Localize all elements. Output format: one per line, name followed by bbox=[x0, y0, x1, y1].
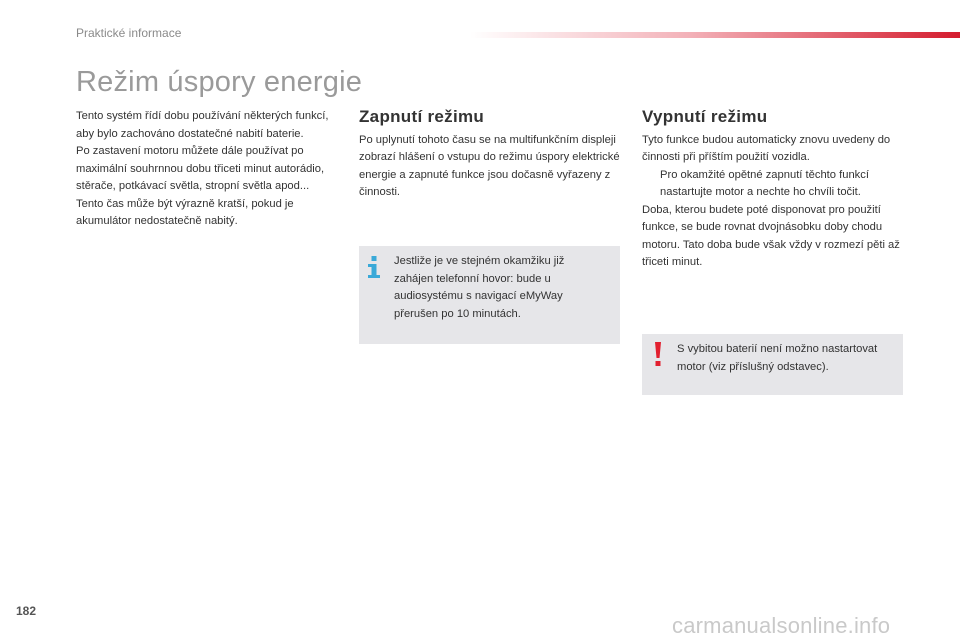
deactivation-paragraph-1: Tyto funkce budou automaticky znovu uvedeny do činnosti při příštím použití vozidla. bbox=[642, 133, 891, 163]
activation-paragraph: Po uplynutí tohoto času se na multifunkčním displeji zobrazí hlášení o vstupu do režimu úspory elektrické energie a zapnuté funkce jsou dočasně vyřazeny z činnosti. bbox=[359, 133, 620, 198]
activation-heading: Zapnutí režimu bbox=[359, 107, 485, 126]
deactivation-paragraph-2: Doba, kterou budete poté disponovat pro použití funkce, se bude rovnat dvojnásobku doby chodu motoru. Tato doba bude však vždy v rozmezí pěti až třiceti minut. bbox=[642, 203, 900, 268]
info-icon bbox=[368, 256, 380, 278]
warning-note bbox=[642, 334, 903, 395]
section-label: Praktické informace bbox=[76, 26, 182, 40]
intro-paragraph-2: Po zastavení motoru můžete dále používat po maximální souhrnnou dobu třiceti minut autorádio, stěrače, potkávací světla, stropní světla apod... bbox=[76, 145, 325, 192]
deactivation-bullet bbox=[642, 167, 904, 202]
deactivation-column bbox=[642, 108, 904, 272]
page-number: 182 bbox=[16, 604, 37, 618]
info-note bbox=[359, 246, 620, 344]
intro-paragraph-1: Tento systém řídí dobu používání některých funkcí, aby bylo zachováno dostatečné nabití baterie. bbox=[76, 110, 329, 140]
info-note-text: Jestliže je ve stejném okamžiku již zahájen telefonní hovor: bude u audiosystému s navigací eMyWay přerušen po 10 minutách. bbox=[394, 255, 565, 320]
header-accent-bar bbox=[470, 32, 960, 38]
deactivation-bullet-text: Pro okamžité opětné zapnutí těchto funkcí nastartujte motor a nechte ho chvíli točit. bbox=[660, 168, 869, 198]
deactivation-heading: Vypnutí režimu bbox=[642, 107, 768, 126]
warning-note-text: S vybitou baterií není možno nastartovat motor (viz příslušný odstavec). bbox=[677, 343, 878, 373]
page-title: Režim úspory energie bbox=[76, 66, 363, 98]
intro-column bbox=[76, 108, 338, 231]
watermark: carmanualsonline.info bbox=[672, 613, 891, 638]
activation-column bbox=[359, 108, 621, 202]
intro-paragraph-3: Tento čas může být výrazně kratší, pokud je akumulátor nedostatečně nabitý. bbox=[76, 197, 294, 227]
warning-icon bbox=[653, 342, 663, 366]
